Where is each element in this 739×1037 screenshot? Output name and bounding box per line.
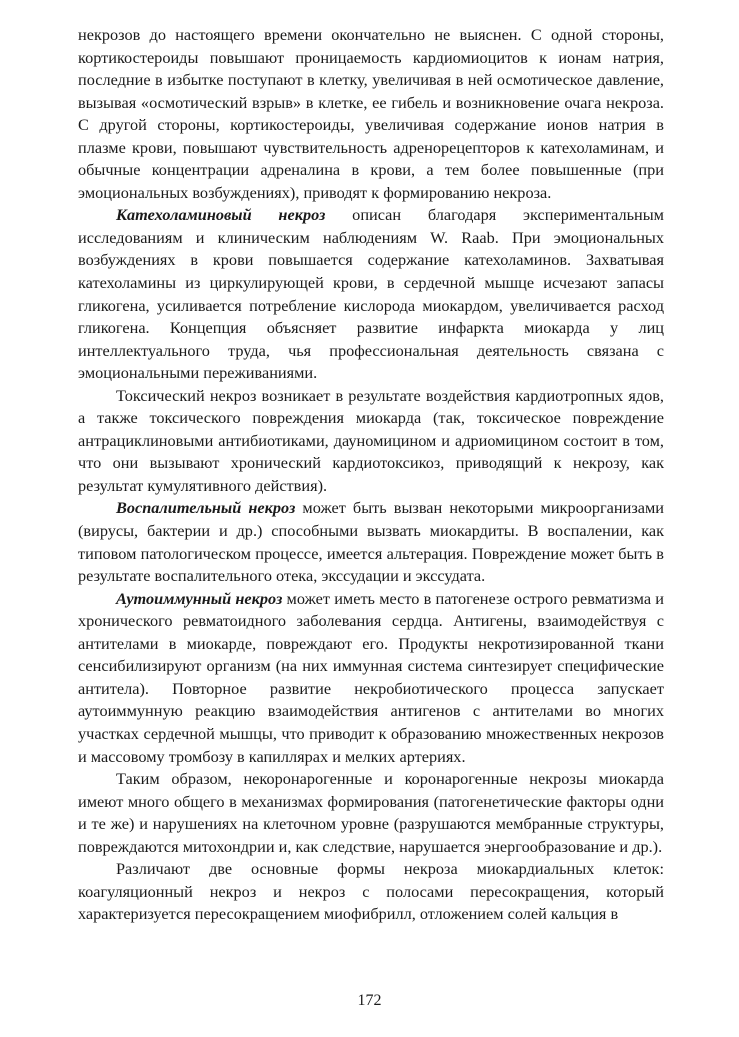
paragraph-1	[78, 24, 664, 204]
term-autoimmune-necrosis: Аутоиммунный некроз	[116, 588, 283, 608]
page-number: 172	[357, 992, 382, 1009]
paragraph-1-text: некрозов до настоящего времени окончательно не выяснен. С одной стороны, кортикостероиды повышают проницаемость кардиомиоцитов к ионам натрия, последние в избытке поступают в клетку, увеличивая в ней осмотическое давление, вызывая «осмотический взрыв» в клетке, ее гибель и возникновение очага некроза. С другой стороны, кортикостероиды, увеличивая содержание ионов натрия в плазме крови, повышают чувствительность адренорецепторов к катехоламинам, и обычные концентрации адреналина в крови, а тем более повышенные (при эмоциональных возбуждениях), приводят к формированию некроза.	[78, 25, 664, 202]
paragraph-2-text: описан благодаря экспериментальным исследованиям и клиническим наблюдениям W. Raab. При эмоциональных возбуждениях в крови повышается содержание катехоламинов. Захватывая катехоламины из циркулирующей крови, в сердечной мышце исчезают запасы гликогена, усиливается потребление кислорода миокардом, увеличивается расход гликогена. Концепция объясняет развитие инфаркта миокарда у лиц интеллектуального труда, чья профессиональная деятельность связана с эмоциональными переживаниями.	[78, 205, 664, 383]
paragraph-6-text: Таким образом, некоронарогенные и коронарогенные некрозы миокарда имеют много общего в механизмах формирования (патогенетические факторы одни и те же) и нарушениях на клеточном уровне (разрушаются мембранные структуры, повреждаются митохондрии и, как следствие, нарушается энергообразование и др.).	[78, 769, 664, 856]
paragraph-autoimmune-necrosis	[78, 588, 664, 768]
document-page	[78, 24, 664, 926]
paragraph-necrosis-forms	[78, 858, 664, 926]
paragraph-4-text: может быть вызван некоторыми микроорганизами (вирусы, бактерии и др.) способными вызвать миокардиты. В воспалении, как типовом патологическом процессе, имеется альтерация. Повреждение может быть в результате воспалительного отека, экссудации и экссудата.	[78, 498, 665, 586]
term-inflammatory-necrosis: Воспалительный некроз	[116, 498, 296, 518]
paragraph-conclusion	[78, 768, 664, 858]
term-catecholamine-necrosis: Катехоламиновый некроз	[116, 205, 326, 225]
paragraph-5-text: может иметь место в патогенезе острого ревматизма и хронического ревматоидного заболевания сердца. Антигены, взаимодействуя с антителами в миокарде, повреждают его. Продукты некротизированной ткани сенсибилизируют организм (на них иммунная система синтезирует специфические антитела). Повторное развитие некробиотического процесса запускает аутоиммунную реакцию взаимодействия антигенов с антителами во многих участках сердечной мышцы, что приводит к образованию множественных некрозов и массовому тромбозу в капиллярах и мелких артериях.	[78, 588, 664, 766]
paragraph-catecholamine-necrosis	[78, 204, 664, 384]
paragraph-7-text: Различают две основные формы некроза миокардиальных клеток: коагуляционный некроз и некроз с полосами пересокращения, который характеризуется пересокращением миофибрилл, отложением солей кальция в	[78, 859, 664, 924]
paragraph-toxic-necrosis	[78, 385, 664, 498]
paragraph-inflammatory-necrosis	[78, 497, 664, 587]
paragraph-3-text: Токсический некроз возникает в результате воздействия кардиотропных ядов, а также токсического повреждения миокарда (так, токсическое повреждение антрациклиновыми антибиотиками, дауномицином и адриомицином состоит в том, что они вызывают хронический кардиотоксикоз, приводящий к некрозу, как результат кумулятивного действия).	[78, 385, 664, 495]
